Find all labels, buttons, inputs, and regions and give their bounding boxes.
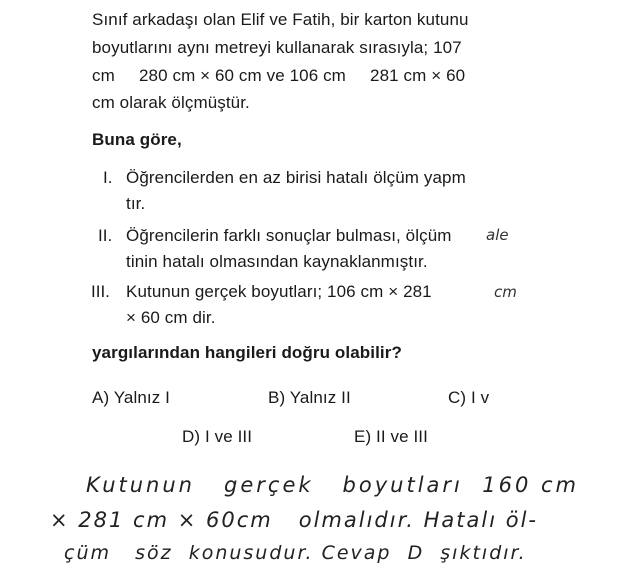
statement-1-numeral: I.	[103, 168, 113, 187]
handwritten-answer-line-3: çüm söz konusudur. Cevap D şıktıdır.	[64, 542, 527, 564]
statement-3-line-2: × 60 cm dir.	[126, 308, 216, 327]
handwritten-answer-line-2: × 281 cm × 60cm olmalıdır. Hatalı öl-	[50, 508, 538, 532]
statement-2-line-2: tinin hatalı olmasından kaynaklanmıştır.	[126, 252, 428, 271]
lead-text: Buna göre,	[92, 130, 182, 149]
option-e[interactable]: E) II ve III	[354, 427, 428, 446]
question-prompt: yargılarından hangileri doğru olabilir?	[92, 343, 402, 362]
option-c[interactable]: C) I v	[448, 388, 490, 407]
margin-note-ale: ale	[486, 226, 509, 244]
statement-3-line-1: Kutunun gerçek boyutları; 106 cm × 281	[126, 282, 432, 301]
statement-3-numeral: III.	[91, 282, 110, 301]
option-d[interactable]: D) I ve III	[182, 427, 253, 446]
statement-2-line-1: Öğrencilerin farklı sonuçlar bulması, ölçüm	[126, 226, 452, 245]
statement-1-line-1: Öğrencilerden en az birisi hatalı ölçüm yapm	[126, 168, 466, 187]
option-a[interactable]: A) Yalnız I	[92, 388, 170, 407]
stem-line-1: Sınıf arkadaşı olan Elif ve Fatih, bir karton kutunu	[92, 10, 469, 29]
stem-line-2: boyutlarını aynı metreyi kullanarak sırasıyla; 107	[92, 38, 462, 57]
statement-2-numeral: II.	[98, 226, 113, 245]
handwritten-answer-line-1: Kutunun gerçek boyutları 160 cm	[86, 473, 579, 497]
option-b[interactable]: B) Yalnız II	[268, 388, 351, 407]
stem-line-4: cm olarak ölçmüştür.	[92, 93, 250, 112]
margin-note-cm: cm	[494, 283, 517, 301]
stem-line-3: cm 280 cm × 60 cm ve 106 cm 281 cm × 60	[92, 66, 466, 85]
statement-1-line-2: tır.	[126, 194, 146, 213]
